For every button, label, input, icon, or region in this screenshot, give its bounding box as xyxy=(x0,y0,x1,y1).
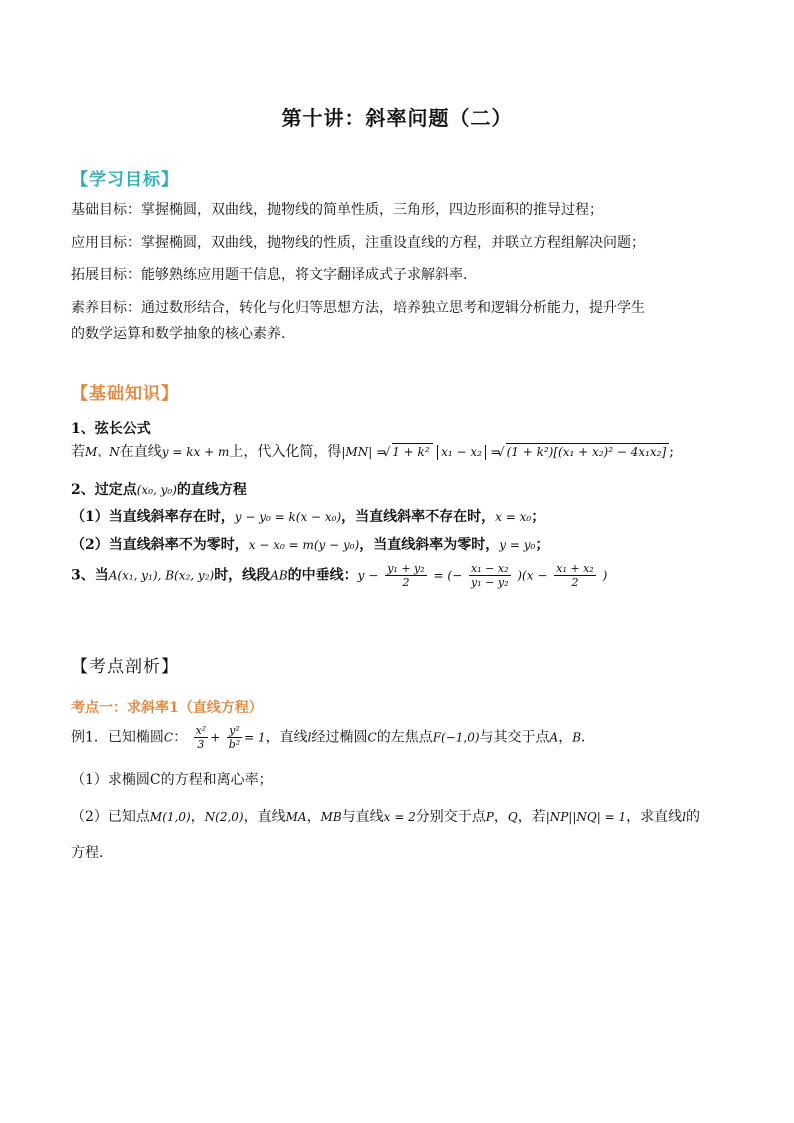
objective-line-5: 的数学运算和数学抽象的核心素养. xyxy=(71,326,286,342)
fixed-point-title: 2、过定点(x₀, y₀)的直线方程 xyxy=(71,482,247,498)
page-title: 第十讲：斜率问题（二） xyxy=(281,106,513,130)
perpendicular-bisector: 3、当A(x₁, y₁), B(x₂, y₂)时，线段AB的中垂线：y − $\frac{\text{y₁ + y₂}}{2}$ = (− $\frac{\text{x₁ − x₂}}{\text{y₁ − y₂}}$ )(x − $\frac{\text{x₁ + x₂}}{2}$ ) xyxy=(71,562,608,589)
kaodian-title: 考点一：求斜率1（直线方程） xyxy=(71,700,263,716)
objective-line-4: 素养目标：通过数形结合，转化与化归等思想方法，培养独立思考和逻辑分析能力，提升学生 xyxy=(71,300,645,316)
fixed-point-case-1: （1）当直线斜率存在时，y − y₀ = k(x − x₀)，当直线斜率不存在时，x = x₀； xyxy=(71,509,546,525)
question-2-continued: 方程. xyxy=(71,845,104,861)
chord-length-formula: 若M、N在直线y = kx + m上，代入化简，得|MN| = √ 1 + k² x₁ − x₂ = √ (1 + k²)[(x₁ + x₂)² − 4x₁x₂] ; xyxy=(71,441,674,461)
objective-line-2: 应用目标：掌握椭圆，双曲线，抛物线的性质，注重设直线的方程，并联立方程组解决问题； xyxy=(71,235,645,251)
question-2: （2）已知点M(1,0)，N(2,0)，直线MA，MB与直线x = 2分别交于点P，Q，若|NP||NQ| = 1，求直线l的 xyxy=(71,809,700,825)
fraction: $\frac{\text{y²}}{\text{b²}}$ xyxy=(228,724,241,751)
objective-line-1: 基础目标：掌握椭圆，双曲线，抛物线的简单性质，三角形，四边形面积的推导过程； xyxy=(71,202,603,218)
objectives-heading: 【学习目标】 xyxy=(71,170,179,190)
fraction: $\frac{\text{x₁ + x₂}}{2}$ xyxy=(556,562,594,589)
fixed-point-case-2: （2）当直线斜率不为零时，x − x₀ = m(y − y₀)，当直线斜率为零时，y = y₀； xyxy=(71,537,550,553)
fraction: $\frac{\text{y₁ + y₂}}{2}$ xyxy=(387,562,425,589)
fraction: $\frac{\text{x²}}{3}$ xyxy=(195,724,207,751)
example-1-statement: 例1．已知椭圆C： $\frac{\text{x²}}{3}$ + $\frac{\text{y²}}{\text{b²}}$ = 1，直线l经过椭圆C的左焦点F(−1,0)与其交于点A，B． xyxy=(71,724,596,751)
objective-line-3: 拓展目标：能够熟练应用题干信息，将文字翻译成式子求解斜率. xyxy=(71,267,468,283)
question-1: （1）求椭圆C的方程和离心率； xyxy=(71,772,273,788)
basics-heading: 【基础知识】 xyxy=(71,384,179,404)
chord-length-title: 1、弦长公式 xyxy=(71,421,151,437)
analysis-heading: 【考点剖析】 xyxy=(71,657,179,677)
fraction: $\frac{\text{x₁ − x₂}}{\text{y₁ − y₂}}$ xyxy=(471,562,509,589)
